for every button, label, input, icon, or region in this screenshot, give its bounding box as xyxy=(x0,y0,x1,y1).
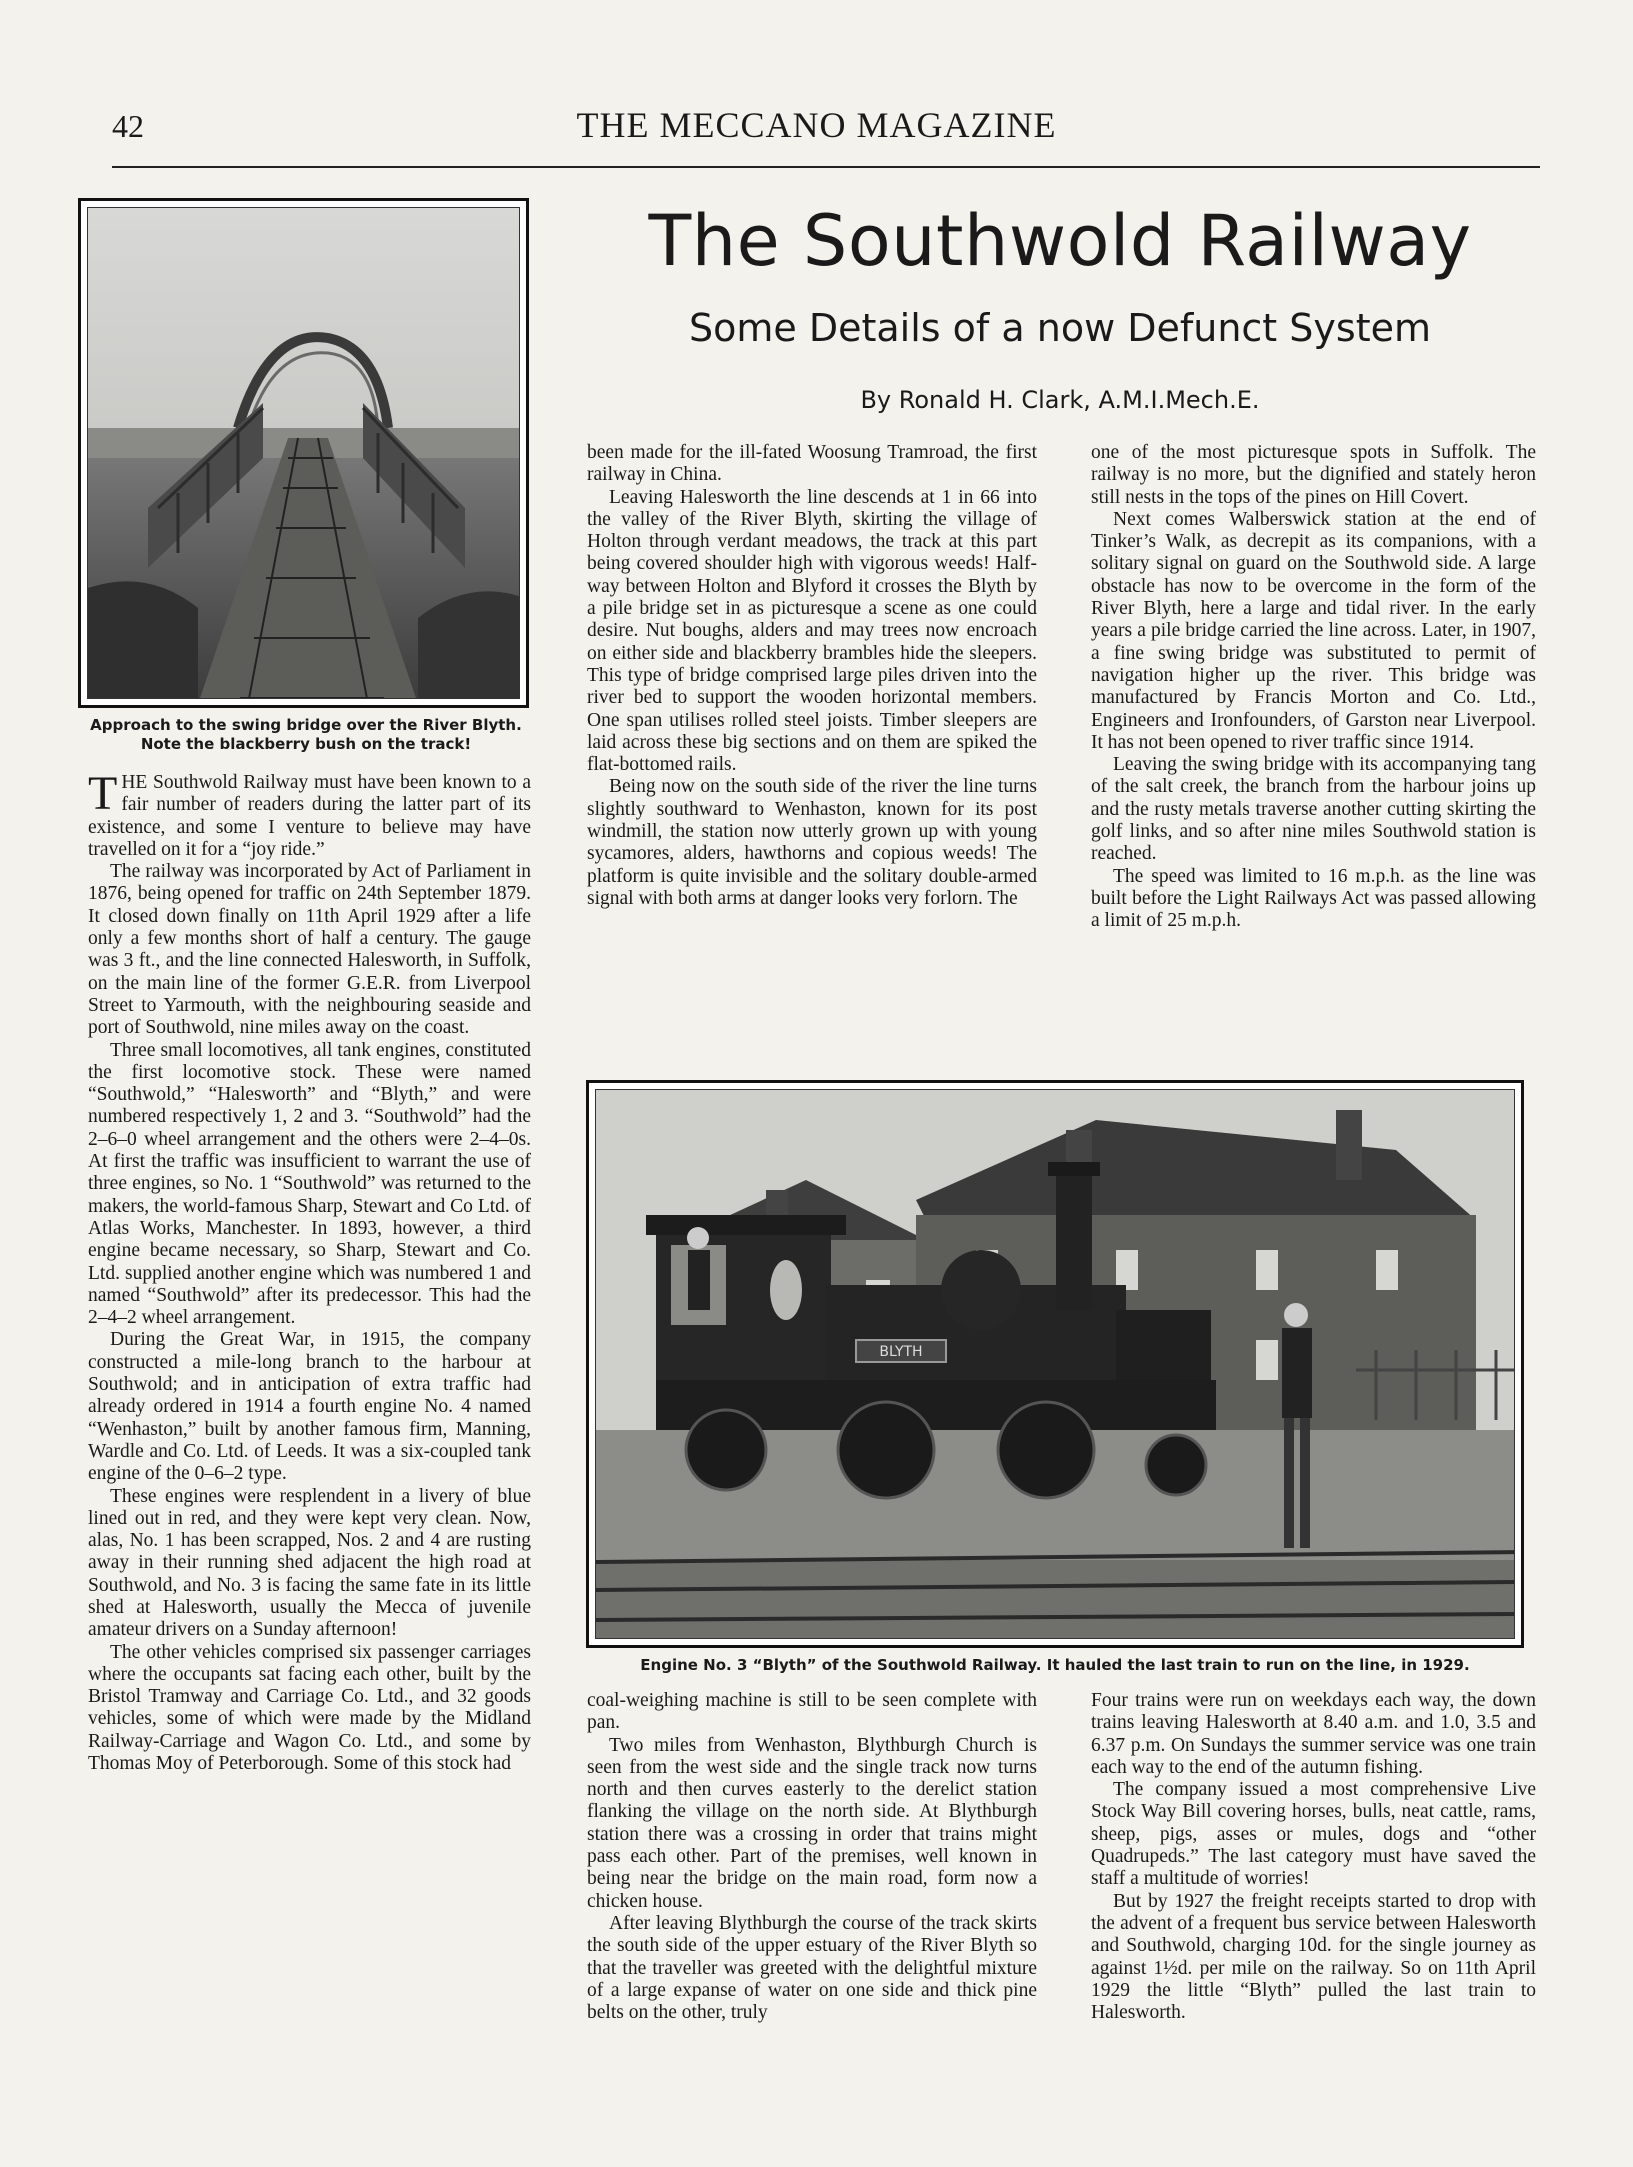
article-byline: By Ronald H. Clark, A.M.I.Mech.E. xyxy=(860,386,1260,414)
column-1 xyxy=(88,767,531,1775)
bridge-illustration xyxy=(88,208,520,699)
column-2-bottom xyxy=(587,1690,1037,2024)
col3-top-paragraph-2: Next comes Walberswick station at the end of Tinker’s Walk, as decrepit as its companions, with a solitary signal on guard on the Southwold side. A large obstacle has now to be overcome in the form of the River Blyth, here a large and tidal river. In the early years a pile bridge carried the line across. Later, in 1907, a fine swing bridge was substituted to permit of navigation higher up the river. This bridge was manufactured by Francis Morton and Co. Ltd., Engineers and Ironfounders, of Garston near Liverpool. It has not been opened to river traffic since 1914. xyxy=(1091,508,1536,753)
col1-paragraph-6: The other vehicles comprised six passenger carriages where the occupants sat facing each other, built by the Bristol Tramway and Carriage Co. Ltd., and 32 goods vehicles, some of which were made by the Midland Railway-Carriage and Wagon Co. Ltd., and some by Thomas Moy of Peterborough. Some of this stock had xyxy=(88,1641,531,1775)
column-3-top xyxy=(1091,442,1536,933)
engine-caption: Engine No. 3 “Blyth” of the Southwold Railway. It hauled the last train to run on the line, in 1929. xyxy=(640,1656,1470,1674)
col2-top-paragraph-1: been made for the ill-fated Woosung Tramroad, the first railway in China. xyxy=(587,442,1037,486)
col1-paragraph-4: During the Great War, in 1915, the company constructed a mile-long branch to the harbour at Southwold; and in anticipation of extra traffic had already ordered in 1914 a fourth engine No. 4 named “Wenhaston,” built by another famous firm, Manning, Wardle and Co. Ltd. of Leeds. It was a six-coupled tank engine of the 0–6–2 type. xyxy=(88,1329,531,1485)
engine-photo xyxy=(586,1080,1524,1648)
engine-nameplate: BLYTH xyxy=(879,1344,923,1360)
magazine-title: THE MECCANO MAGAZINE xyxy=(576,105,1057,145)
col1-paragraph-5: These engines were resplendent in a livery of blue lined out in red, and they were kept very clean. Now, alas, No. 1 has been scrapped, Nos. 2 and 4 are rusting away in their running shed adjacent the high road at Southwold, and No. 3 is facing the same fate in its little shed at Halesworth, usually the Mecca of juvenile amateur drivers on a Sunday afternoon! xyxy=(88,1485,531,1641)
col2-top-paragraph-3: Being now on the south side of the river the line turns slightly southward to Wenhaston, known for its post windmill, the station now utterly grown up with young sycamores, alders, hawthorns and copious weeds! The platform is quite invisible and the solitary double-armed signal with both arms at danger looks very forlorn. The xyxy=(587,776,1037,909)
drop-cap: T xyxy=(88,767,118,820)
bridge-photo xyxy=(78,198,529,708)
col3-bottom-paragraph-2: The company issued a most comprehensive Live Stock Way Bill covering horses, bulls, neat cattle, rams, sheep, pigs, asses or mules, dogs and “other Quadrupeds.” The last category must have saved the staff a multitude of worries! xyxy=(1091,1779,1536,1890)
bridge-caption: Approach to the swing bridge over the River Blyth. Note the blackberry bush on the track! xyxy=(90,716,522,753)
column-3-bottom xyxy=(1091,1690,1536,2024)
header-rule xyxy=(112,166,1540,168)
article-subtitle: Some Details of a now Defunct System xyxy=(689,306,1431,350)
column-2-top xyxy=(587,442,1037,910)
col1-paragraph-2: The railway was incorporated by Act of Parliament in 1876, being opened for traffic on 24th September 1879. It closed down finally on 11th April 1929 after a life only a few months short of half a century. The gauge was 3 ft., and the line connected Halesworth, in Suffolk, on the main line of the former G.E.R. from Liverpool Street to Yarmouth, with the neighbouring seaside and port of Southwold, nine miles away on the coast. xyxy=(88,861,531,1039)
col3-bottom-paragraph-1: Four trains were run on weekdays each way, the down trains leaving Halesworth at 8.40 a.m. and 1.0, 3.5 and 6.37 p.m. On Sundays the summer service was one train each way to the end of the autumn fishing. xyxy=(1091,1690,1536,1778)
col2-top-paragraph-2: Leaving Halesworth the line descends at 1 in 66 into the valley of the River Blyth, skirting the village of Holton through verdant meadows, the track at this part being covered shoulder high with vigorous weeds! Half-way between Holton and Blyford it crosses the Blyth by a pile bridge set in as picturesque a scene as one could desire. Nut boughs, alders and may trees now encroach on either side and blackberry brambles hide the sleepers. This type of bridge comprised large piles driven into the river bed to support the wooden horizontal members. One span utilises rolled steel joists. Timber sleepers are laid across these big sections and on them are spiked the flat-bottomed rails. xyxy=(587,486,1037,776)
col3-top-paragraph-1: one of the most picturesque spots in Suffolk. The railway is no more, but the dignified and stately heron still nests in the tops of the pines on Hill Covert. xyxy=(1091,442,1536,508)
col2-bottom-paragraph-1: coal-weighing machine is still to be seen complete with pan. xyxy=(587,1690,1037,1734)
col1-paragraph-3: Three small locomotives, all tank engines, constituted the first locomotive stock. These were named “Southwold,” “Halesworth” and “Blyth,” and were numbered respectively 1, 2 and 3. “Southwold” had the 2–6–0 wheel arrangement and the others were 2–4–0s. At first the traffic was insufficient to warrant the use of three engines, so No. 1 “Southwold” was returned to the makers, the world-famous Sharp, Stewart and Co Ltd. of Atlas Works, Manchester. In 1893, however, a third engine became necessary, so Sharp, Stewart and Co. Ltd. supplied another engine which was numbered 1 and named “Southwold” after its predecessor. This had the 2–4–2 wheel arrangement. xyxy=(88,1039,531,1329)
col2-bottom-paragraph-2: Two miles from Wenhaston, Blythburgh Church is seen from the west side and the single track now turns north and then curves easterly to the derelict station flanking the village on the north side. At Blythburgh station there was a crossing in order that trains might pass each other. Part of the premises, well known in being near the bridge on the main road, form now a chicken house. xyxy=(587,1734,1037,1912)
col3-bottom-paragraph-3: But by 1927 the freight receipts started to drop with the advent of a frequent bus service between Halesworth and Southwold, charging 10d. for the single journey as against 1½d. per mile on the railway. So on 11th April 1929 the little “Blyth” pulled the last train to Halesworth. xyxy=(1091,1890,1536,2024)
col2-bottom-paragraph-3: After leaving Blythburgh the course of the track skirts the south side of the upper estuary of the River Blyth so that the traveller was greeted with the delightful mixture of a large expanse of water on one side and thick pine belts on the other, truly xyxy=(587,1912,1037,2024)
col1-paragraph-1: HE Southwold Railway must have been known to a fair number of readers during the latter part of its existence, and some I venture to believe may have travelled on it for a “joy ride.” xyxy=(88,772,531,860)
page-number: 42 xyxy=(112,108,144,144)
locomotive-illustration xyxy=(596,1090,1515,1639)
col3-top-paragraph-3: Leaving the swing bridge with its accompanying tang of the salt creek, the branch from the harbour joins up and the rusty metals traverse another cutting skirting the golf links, and so after nine miles Southwold station is reached. xyxy=(1091,754,1536,865)
col3-top-paragraph-4: The speed was limited to 16 m.p.h. as the line was built before the Light Railways Act was passed allowing a limit of 25 m.p.h. xyxy=(1091,865,1536,932)
article-title: The Southwold Railway xyxy=(648,200,1472,282)
